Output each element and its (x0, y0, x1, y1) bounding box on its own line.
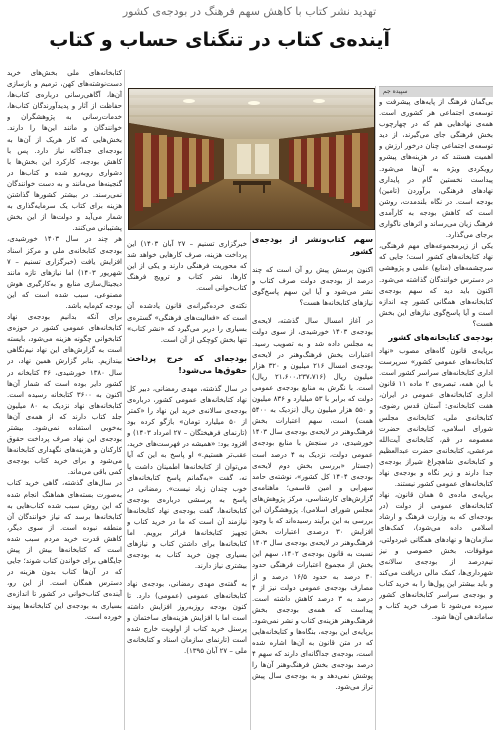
paragraph: هر چند در سال ۱۴۰۳ خورشیدی، بودجه‌ی کتابخانه‌ی ملی و مرکز اسناد افزایش یافت (خبرگزاری تسنیم – ۷ شهریور ۱۴۰۳) اما نیازهای تازه مانند دیجیتال‌سازی منابع و به‌کارگیری هوش مصنوعی، سبب شده است که این بودجه کم‌مایه باشد. (7, 235, 122, 310)
article-byline: سپیده جم (383, 88, 408, 95)
paragraph: کتابخانه‌های ملی بخش‌های خرید دست‌نوشته‌های کهن، ترمیم و بازسازی آن‌ها، آگاهی‌رسانی درباره‌ی کتاب‌ها، حفاظت از آثار و پدیدآورندگان کتاب‌ها، خدمات‌رسانی به پژوهشگران و خوانندگان و مانند این‌ها را دارند. بخش‌هایی که کار هریک از آن‌ها به بودجه‌ای جداگانه نیاز دارد. پس با کاهش بودجه، کارکرد این بخش‌ها با دشواری روبه‌رو شده و کتاب‌ها در گنجینه‌ها می‌مانند و به دست خوانندگان نمی‌رسند. در بیشتر کشورها گذاشتن هزینه برای کتاب یک سرمایه‌گذاری به شمار می‌آید و دولت‌ها از این بخش پشتیبانی می‌کنند. (7, 69, 122, 233)
paragraph: اکنون پرسش پیش رو آن است که چند درصد از بودجه‌ی دولت صرف کتاب و نشر می‌شود و آیا این سهم پاسخ‌گوی نیازهای کتابخانه‌ها هست؟ (252, 266, 373, 308)
paragraph: نکته‌ی خرده‌گیرانه‌ی قانون یادشده آن است که «فعالیت‌های فرهنگی» گستره‌ی بسیاری را دربر می‌گیرد که «نشر کتاب» تنها بخش کوچکی از آن است. (127, 302, 247, 344)
column-divider (250, 232, 251, 730)
article-column-mid-left (127, 232, 247, 730)
paragraph: در سال گذشته، مهدی رمضانی، دبیر کل نهاد کتابخانه‌های عمومی کشور، درباره‌ی بودجه‌ی سالانه‌ی خرید این نهاد را «کمتر از ۵۰ میلیارد تومان» بازگو کرده بود (تارنمای فرهیختگان – ۲۷ امرداد ۱۴۰۳) و افزود بود: «همیشه در فهرست‌های خرید، عقب‌تر هستیم.» او پاسخ به این که آیا می‌توان از کتابخانه‌ها اطمینان داشت یا نه، گفت «به‌گمانم پاسخ کتابخانه‌های خوب چندان زیاد نیست». رمضانی در پاسخ به پرسشی درباره‌ی بودجه‌ی کتابخانه‌ها، گفت بودجه‌ی نهاد کتابخانه‌ها نیازمند آن است که ما در خرید کتاب و تجهیز کتابخانه‌ها فراتر برویم. اما کتابخانه‌ها برای داشتن کتاب و نیازهای بسیاری چون خرید کتاب به بودجه‌ی بیشتری نیاز دارند. (127, 384, 247, 571)
article-headline: آینده‌ی کتاب در تنگنای حساب و کتاب (49, 29, 390, 51)
paragraph: برپایه‌ی قانون گاه‌های مصوب «نهاد کتابخانه‌های عمومی کشور» سرپرست اداری کتابخانه‌های سراسر کشور است. با این همه، تبصره‌ی ۲ ماده ۱۱ قانون اداری کتابخانه‌های عمومی در ایران، هفت کتابخانه‌ی: آستان قدس رضوی، کتابخانه‌ی ملی، کتابخانه‌ی مجلس شورای اسلامی، کتابخانه‌ی حضرت معصومه در قم، کتابخانه‌ی آیت‌الله مرعشی، کتابخانه‌ی حضرت عبدالعظیم و کتابخانه‌ی شاهچراغ شیراز بودجه‌ی جدا دارند و زیر نگاه و بودجه‌ی نهاد کتابخانه‌های عمومی کشور نیستند. (379, 346, 493, 489)
paragraph: یکی از زیرمجموعه‌های مهم فرهنگی، نهاد کتابخانه‌های کشور است؛ جایی که سرچشمه‌های (منابع) علمی و پژوهشی در دسترس خوانندگان گذاشته می‌شود. اکنون باید دید که سهم بودجه‌ی کتابخانه‌های همگانی کشور چه اندازه است و آیا پاسخ‌گوی نیازهای این بخش هست؟ (379, 242, 493, 328)
byline-bar (379, 86, 493, 97)
paragraph: بی‌گمان فرهنگ از پایه‌های پیشرفت و توسعه‌ی اجتماعی هر کشوری است. همه‌ی نهادهایی هم که در چهارچوب بخش فرهنگی جای می‌گیرند، از دید توسعه‌ی اجتماعی چنان درخور ارزش و اهمیت هستند که در هزینه‌های پیشرو رویکردی ویژه به آن‌ها می‌شود. پیداست نخستین گام در پایداری نهادهای فرهنگی، برآوردن (تامین) بودجه است. در نگاه بلندمدت، روشن است که کاهش بودجه به کارآمدی فرهنگ زیان می‌رساند و اثرهای ناگواری برجای می‌گذارد. (379, 98, 493, 240)
section-subhead: بودجه‌ی کتابخانه‌های کشور (388, 332, 493, 342)
paragraph: در سال‌های گذشته، گاهی خرید کتاب به‌صورت بسته‌های هماهنگ انجام شده که این روش سبب شده کتاب‌هایی به کتابخانه‌ها برسد که نیاز خوانندگان آن منطقه نبوده است. از سوی دیگر، کاهش قدرت خرید مردم سبب شده است که کتابخانه‌ها بیش از پیش جایگاهی برای خواندن کتاب شوند؛ جایی که در آن‌ها کتاب بدون هزینه در دسترس همگان است. از این رو، آینده‌ی کتاب‌خوانی در کشور تا اندازه‌ی بسیاری به بودجه‌ی این کتابخانه‌ها پیوند خورده است. (7, 479, 122, 621)
library-photo-icon (129, 89, 374, 229)
paragraph: به گفته‌ی مهدی رمضانی، بودجه‌ی نهاد کتابخانه‌های عمومی (عمومی) دارد. تا کنون بودجه روزبه‌روز افزایش داشته است اما با افزایش هزینه‌های ساختمان و پرسنل خرید کتاب از اولویت خارج شده است (تارنمای سازمان اسناد و کتابخانه‌ی ملی – ۲۷ آبان ۱۳۹۵). (127, 580, 247, 655)
column-divider (124, 70, 125, 730)
paragraph: در آغاز امسال سال گذشته، لایحه‌ی بودجه‌ی ۱۴۰۳ خورشیدی، از سوی دولت به مجلس داده شد و به تصویب رسید. اعتبارات بخش فرهنگ‌وهنر در لایحه‌ی بودجه‌ی امسال ۲۱۶ میلیون و ۳۲۰ هزار میلیون ریال (۲۱،۶۰۰،۲۳۷،۷۱۶ ریال) است. با نگرش به منابع بودجه‌ی عمومی دولت که برابر با ۵۳ میلیارد و ۸۳۶ میلیون و ۵۵۰ هزار میلیون ریال (نزدیک به ۵۴۰۰ همت) است، سهم اعتبارات بخش فرهنگ‌وهنر در لایحه‌ی بودجه‌ی سال ۱۴۰۳ خورشیدی، در سنجش با منابع بودجه‌ی عمومی دولت، نزدیک به ۴ درصد است (جستار «بررسی بخش دوم لایحه‌ی بودجه‌ی ۱۴۰۴ کل کشور»، نوشته‌ی حامد سهرابی و امین قاسمی؛ ماهنامه‌ی گزارش‌های کارشناسی، مرکز پژوهش‌های مجلس شورای اسلامی). پژوهشگران این بررسی به این برآیند رسیده‌اند که با وجود افزایش ۳۰ درصدی اعتبارات بخش فرهنگ‌وهنر در لایحه‌ی بودجه‌ی سال ۱۴۰۳ نسبت به قانون بودجه‌ی ۱۴۰۲، سهم این بخش از مجموع اعتبارات فرهنگی حدود ۳۰ درصد به حدود ۱۶/۵ درصد و از مصارف بودجه‌ی عمومی دولت نیز از ۴ درصد به ۳ درصد کاهش داشته است. پیداست که همه‌ی بودجه‌ی بخش فرهنگ‌وهنر هزینه‌ی کتاب و نشر نمی‌شود. برپایه‌ی این بودجه، بنگاه‌ها و کتابخانه‌هایی که در متن قانون به آن‌ها اشاره شده است، بودجه‌ی جداگانه‌ای دارند که سهم ۴ درصد بودجه‌ی بخش فرهنگ‌وهنر آن‌ها را پوشش نمی‌دهد و به بودجه‌ی سال پیش تراز می‌شود. (252, 317, 373, 692)
section-subhead: بودجه‌ای که خرج پرداخت حقوق‌ها می‌شود! (127, 353, 247, 375)
article-kicker: تهدید نشر کتاب با کاهش سهم فرهنگ در بودجه‌ی کشور (122, 5, 377, 18)
article-column-right (379, 97, 493, 729)
article-column-left (7, 68, 122, 730)
paragraph: برپایه‌ی ماده‌ی ۵ همان قانون، نهاد کتابخانه‌های عمومی از دولت (در بودجه‌ای که به وزارت فرهنگ و ارشاد اسلامی داده می‌شود)، کمک‌های سازمان‌ها و نهادهای همگانی غیردولتی، موقوفات، بخش خصوصی و نیز نیم‌درصد از بودجه‌ی سالانه‌ی شهرداری‌ها، کمک مالی دریافت می‌کند و باید بیشتر این پول‌ها را به خرید کتاب و بودجه‌ی سراسر کتابخانه‌های کشور سپرده می‌شود تا صرف خرید کتاب و ساماندهی آن‌ها شود. (379, 491, 493, 622)
column-divider (375, 86, 376, 730)
section-subhead: سهم کتاب‌ونشر از بودجه‌ی کشور (252, 235, 373, 256)
article-column-mid-right (252, 234, 373, 730)
paragraph: خبرگزاری تسنیم – ۲۷ آبان ۱۴۰۳) این پرداخت هزینه، صرف کارهایی خواهد شد که محوریت فرهنگی دارند و یکی از این کارها، نشر کتاب و ترویج فرهنگ کتاب‌خوانی است. (127, 240, 247, 293)
library-photo (128, 88, 375, 230)
paragraph: برای آنکه بدانیم بودجه‌ی نهاد کتابخانه‌های عمومی کشور در حوزه‌ی کتابخوانی چگونه هزینه می‌شود، بایسته است به گزارش‌های این نهاد نیم‌نگاهی بیندازیم. بنابر گزارش همین نهاد، در سال ۱۳۸۰ خورشیدی، ۳۶ کتابخانه در کشور دایر بوده است که شمار آن‌ها اکنون به ۳۶۰۰ کتابخانه رسیده است. کتابخانه‌های نهاد نزدیک به ۸۰ میلیون جلد کتاب دارند که از همه‌ی آن‌ها به‌خوبی استفاده نمی‌شود. بیشتر بودجه‌ی این نهاد صرف پرداخت حقوق کارکنان و هزینه‌های نگهداری کتابخانه‌ها می‌شود و برای خرید کتاب بودجه‌ی کمی باقی می‌ماند. (7, 313, 122, 477)
